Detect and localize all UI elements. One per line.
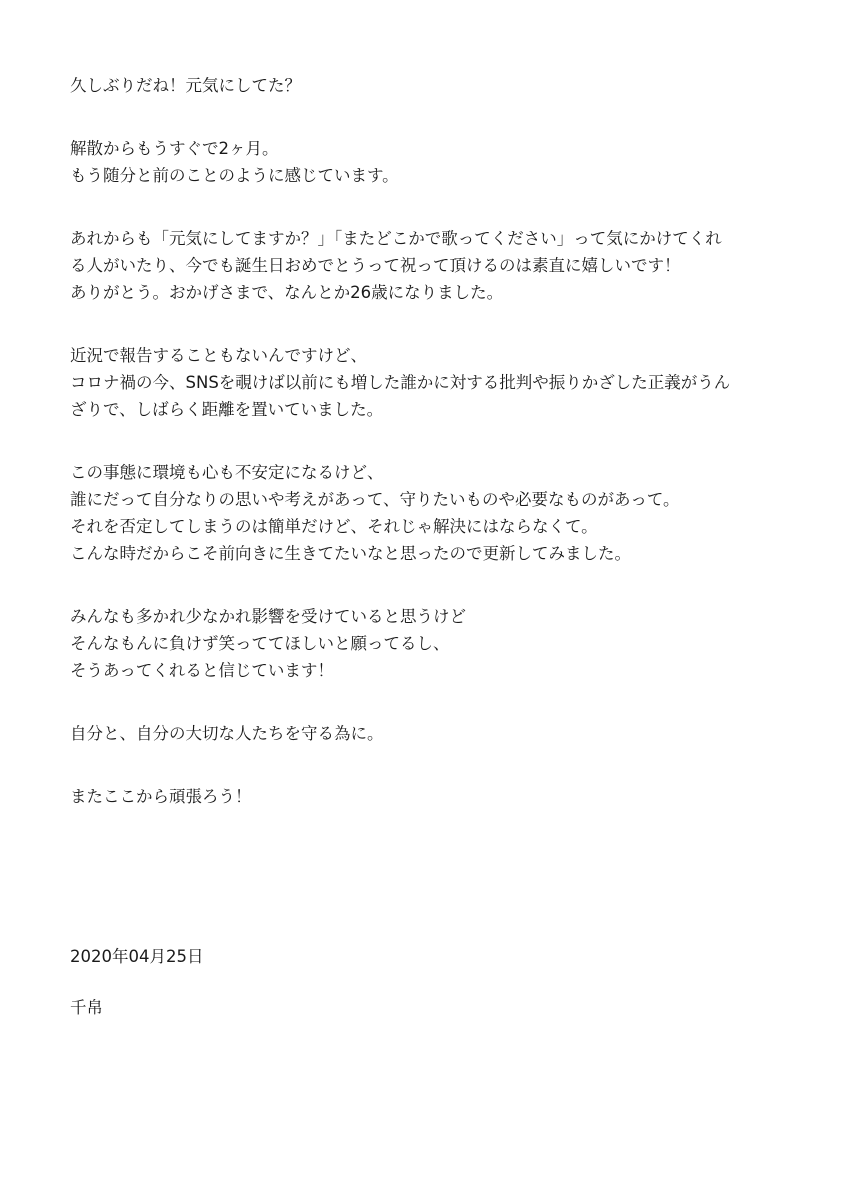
paragraph-thanks [70, 225, 770, 306]
text-line: みんなも多かれ少なかれ影響を受けていると思うけど [70, 607, 466, 626]
paragraph-situation [70, 459, 770, 567]
text-line: 久しぶりだね！元気にしてた？ [70, 76, 301, 95]
text-line: コロナ禍の今、SNSを覗けば以前にも増した誰かに対する批判や振りかざした正義がうん [70, 373, 731, 392]
text-line: もう随分と前のことのように感じています。 [70, 166, 399, 185]
text-line: こんな時だからこそ前向きに生きてたいなと思ったので更新してみました。 [70, 544, 631, 563]
text-line: それを否定してしまうのは簡単だけど、それじゃ解決にはならなくて。 [70, 517, 598, 536]
letter-body [70, 72, 770, 810]
text-line: る人がいたり、今でも誕生日おめでとうって祝って頂けるのは素直に嬉しいです！ [70, 256, 681, 275]
text-line: そうあってくれると信じています！ [70, 661, 334, 680]
paragraph-everyone [70, 603, 770, 684]
text-line: 解散からもうすぐで2ヶ月。 [70, 139, 279, 158]
text-line: 近況で報告することもないんですけど、 [70, 346, 367, 365]
text-line: そんなもんに負けず笑っててほしいと願ってるし、 [70, 634, 450, 653]
text-line: ざりで、しばらく距離を置いていました。 [70, 400, 384, 419]
paragraph-disbandment [70, 135, 770, 189]
text-line: 誰にだって自分なりの思いや考えがあって、守りたいものや必要なものがあって。 [70, 490, 680, 509]
text-line: ありがとう。おかげさまで、なんとか26歳になりました。 [70, 283, 504, 302]
text-line: この事態に環境も心も不安定になるけど、 [70, 463, 384, 482]
text-line: 自分と、自分の大切な人たちを守る為に。 [70, 724, 384, 743]
paragraph-recent-news [70, 342, 770, 423]
paragraph-greeting [70, 72, 770, 99]
text-line: またここから頑張ろう！ [70, 787, 252, 806]
letter-signature: 千帛 [70, 998, 103, 1017]
letter-date: 2020年04月25日 [70, 947, 204, 966]
text-line: あれからも「元気にしてますか？」「またどこかで歌ってください」って気にかけてくれ [70, 229, 722, 248]
paragraph-closing [70, 783, 770, 810]
paragraph-protect [70, 720, 770, 747]
